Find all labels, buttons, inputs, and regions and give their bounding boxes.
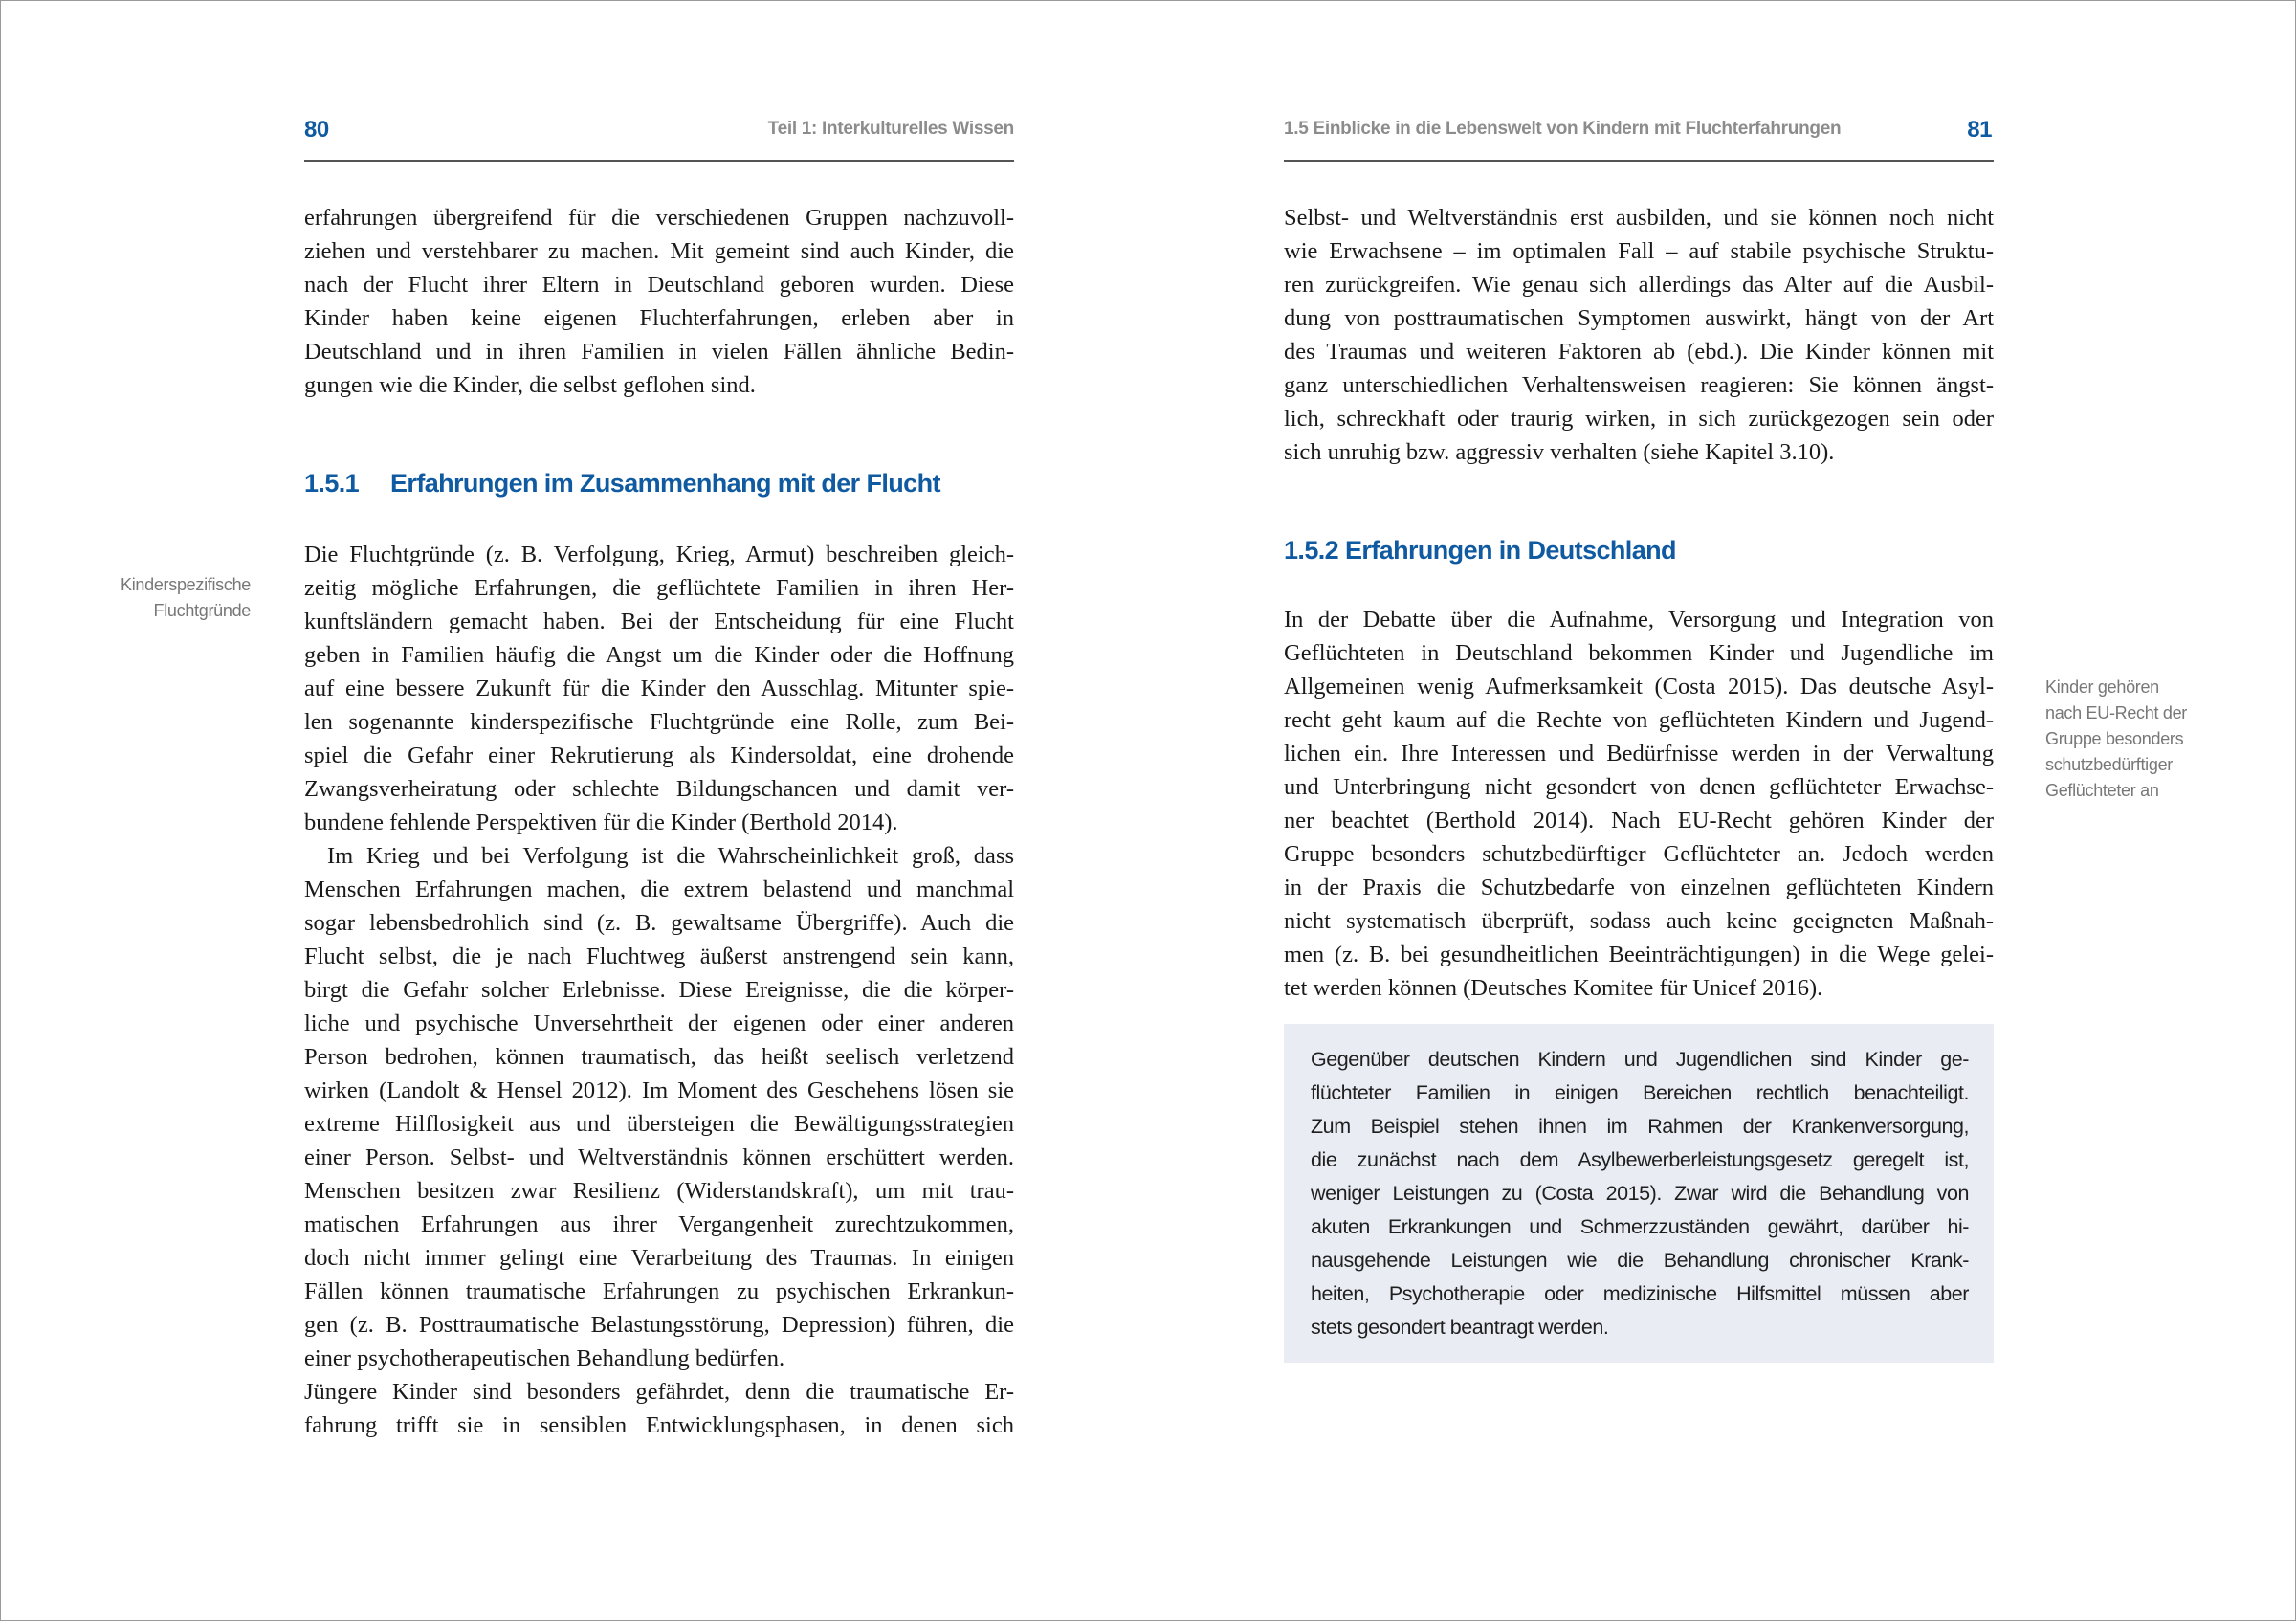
paragraph-1-5-1-c bbox=[304, 1375, 1014, 1442]
section-number: 1.5.1 bbox=[304, 469, 360, 498]
text-line: Zwangsverheiratung oder schlechte Bildungschancen und damit ver- bbox=[304, 776, 1014, 802]
text-line: doch nicht immer gelingt eine Verarbeitung des Traumas. In einigen bbox=[304, 1245, 1014, 1271]
text-line: gen (z. B. Posttraumatische Belastungsstörung, Depression) führen, die bbox=[304, 1312, 1014, 1338]
text-line: Gegenüber deutschen Kindern und Jugendlichen sind Kinder ge- bbox=[1311, 1048, 1969, 1071]
text-line: weniger Leistungen zu (Costa 2015). Zwar wird die Behandlung von bbox=[1311, 1182, 1969, 1205]
page-number-right: 81 bbox=[1967, 117, 1992, 143]
section-number: 1.5.2 bbox=[1284, 536, 1339, 565]
text-line: lichen ein. Ihre Interessen und Bedürfnisse werden in der Verwaltung bbox=[1284, 741, 1994, 766]
text-line: einer Person. Selbst- und Weltverständnis können erschüttert werden. bbox=[304, 1144, 1014, 1170]
text-line: wie Erwachsene – im optimalen Fall – auf stabile psychische Struktu- bbox=[1284, 238, 1994, 264]
info-box-text bbox=[1311, 1043, 1969, 1344]
text-line: Gruppe besonders schutzbedürftiger Geflüchteter an. Jedoch werden bbox=[1284, 841, 1994, 867]
margin-note-line: nach EU-Recht der bbox=[2045, 703, 2187, 722]
text-line: einer psychotherapeutischen Behandlung bedürfen. bbox=[304, 1345, 785, 1371]
text-line: fahrung trifft sie in sensiblen Entwicklungsphasen, in denen sich bbox=[304, 1412, 1014, 1438]
text-line: ganz unterschiedlichen Verhaltensweisen reagieren: Sie können ängst- bbox=[1284, 372, 1994, 398]
text-line: stets gesondert beantragt werden. bbox=[1311, 1316, 1609, 1339]
text-line: len sogenannte kinderspezifische Fluchtgründe eine Rolle, zum Bei- bbox=[304, 709, 1014, 735]
text-line: erfahrungen übergreifend für die verschiedenen Gruppen nachzuvoll- bbox=[304, 205, 1014, 231]
margin-note-line: Kinder gehören bbox=[2045, 677, 2159, 697]
margin-note-line: Geflüchteter an bbox=[2045, 781, 2159, 800]
text-line: Zum Beispiel stehen ihnen im Rahmen der Krankenversorgung, bbox=[1311, 1115, 1969, 1138]
text-line: lich, schreckhaft oder traurig wirken, in sich zurückgezogen sein oder bbox=[1284, 406, 1994, 432]
text-line: geben in Familien häufig die Angst um die Kinder oder die Hoffnung bbox=[304, 642, 1014, 668]
text-line: Kinder haben keine eigenen Fluchterfahrungen, erleben aber in bbox=[304, 305, 1014, 331]
text-line: und Unterbringung nicht gesondert von denen geflüchteter Erwachse- bbox=[1284, 774, 1994, 800]
text-line: nach der Flucht ihrer Eltern in Deutschland geboren wurden. Diese bbox=[304, 272, 1014, 298]
margin-note-left bbox=[121, 572, 251, 624]
text-line: Im Krieg und bei Verfolgung ist die Wahrscheinlichkeit groß, dass bbox=[327, 843, 1014, 869]
text-line: Die Fluchtgründe (z. B. Verfolgung, Krieg, Armut) beschreiben gleich- bbox=[304, 542, 1014, 567]
text-line: akuten Erkrankungen und Schmerzzuständen gewährt, darüber hi- bbox=[1311, 1215, 1969, 1238]
text-line: Deutschland und in ihren Familien in vielen Fällen ähnliche Bedin- bbox=[304, 339, 1014, 365]
margin-note-line: Fluchtgründe bbox=[153, 601, 251, 620]
text-line: extreme Hilflosigkeit aus und übersteigen die Bewältigungsstrategien bbox=[304, 1111, 1014, 1137]
text-line: nicht systematisch überprüft, sodass auch keine geeigneten Maßnah- bbox=[1284, 908, 1994, 934]
text-line: Jüngere Kinder sind besonders gefährdet, denn die traumatische Er- bbox=[304, 1379, 1014, 1405]
text-line: sogar lebensbedrohlich sind (z. B. gewaltsame Übergriffe). Auch die bbox=[304, 910, 1014, 936]
margin-note-line: Kinderspezifische bbox=[121, 575, 251, 594]
section-heading-1-5-2 bbox=[1284, 536, 1676, 566]
paragraph-1-5-1-a bbox=[304, 538, 1014, 839]
text-line: Flucht selbst, die je nach Fluchtweg äußerst anstrengend sein kann, bbox=[304, 944, 1014, 969]
text-line: ner beachtet (Berthold 2014). Nach EU-Recht gehören Kinder der bbox=[1284, 808, 1994, 833]
text-line: kunftsländern gemacht haben. Bei der Entscheidung für eine Flucht bbox=[304, 609, 1014, 634]
text-line: flüchteter Familien in einigen Bereichen rechtlich benachteiligt. bbox=[1311, 1081, 1969, 1104]
header-rule-left bbox=[304, 160, 1014, 162]
continued-paragraph bbox=[1284, 201, 1994, 469]
text-line: Selbst- und Weltverständnis erst ausbilden, und sie können noch nicht bbox=[1284, 205, 1994, 231]
page-number-left: 80 bbox=[304, 117, 329, 143]
text-line: recht geht kaum auf die Rechte von geflüchteten Kindern und Jugend- bbox=[1284, 707, 1994, 733]
text-line: bundene fehlende Perspektiven für die Kinder (Berthold 2014). bbox=[304, 810, 898, 835]
text-line: sich unruhig bzw. aggressiv verhalten (siehe Kapitel 3.10). bbox=[1284, 439, 1835, 465]
text-line: nausgehende Leistungen wie die Behandlung chronischer Krank- bbox=[1311, 1249, 1969, 1272]
margin-note-line: schutzbedürftiger bbox=[2045, 755, 2173, 774]
text-line: birgt die Gefahr solcher Erlebnisse. Diese Ereignisse, die die körper- bbox=[304, 977, 1014, 1003]
text-line: Person bedrohen, können traumatisch, das heißt seelisch verletzend bbox=[304, 1044, 1014, 1070]
section-heading-1-5-1 bbox=[304, 469, 940, 499]
section-title: Erfahrungen im Zusammenhang mit der Flucht bbox=[390, 469, 940, 498]
text-line: ziehen und verstehbarer zu machen. Mit gemeint sind auch Kinder, die bbox=[304, 238, 1014, 264]
text-line: men (z. B. bei gesundheitlichen Beeinträchtigungen) in die Wege gelei- bbox=[1284, 942, 1994, 967]
running-head-left: Teil 1: Interkulturelles Wissen bbox=[767, 119, 1014, 139]
text-line: gungen wie die Kinder, die selbst geflohen sind. bbox=[304, 372, 756, 398]
text-line: matischen Erfahrungen aus ihrer Vergangenheit zurechtzukommen, bbox=[304, 1211, 1014, 1237]
paragraph-1-5-2 bbox=[1284, 603, 1994, 1005]
margin-note-line: Gruppe besonders bbox=[2045, 729, 2184, 748]
text-line: In der Debatte über die Aufnahme, Versorgung und Integration von bbox=[1284, 607, 1994, 633]
text-line: in der Praxis die Schutzbedarfe von einzelnen geflüchteten Kindern bbox=[1284, 875, 1994, 900]
text-line: tet werden können (Deutsches Komitee für Unicef 2016). bbox=[1284, 975, 1823, 1001]
text-line: Fällen können traumatische Erfahrungen zu psychischen Erkrankun- bbox=[304, 1278, 1014, 1304]
text-line: Menschen besitzen zwar Resilienz (Widerstandskraft), um mit trau- bbox=[304, 1178, 1014, 1204]
text-line: ren zurückgreifen. Wie genau sich allerdings das Alter auf die Ausbil- bbox=[1284, 272, 1994, 298]
text-line: zeitig mögliche Erfahrungen, die geflüchtete Familien in ihren Her- bbox=[304, 575, 1014, 601]
text-line: dung von posttraumatischen Symptomen auswirkt, hängt von der Art bbox=[1284, 305, 1994, 331]
text-line: Allgemeinen wenig Aufmerksamkeit (Costa 2015). Das deutsche Asyl- bbox=[1284, 674, 1994, 699]
info-box bbox=[1284, 1024, 1994, 1363]
text-line: heiten, Psychotherapie oder medizinische Hilfsmittel müssen aber bbox=[1311, 1282, 1969, 1305]
text-line: die zunächst nach dem Asylbewerberleistungsgesetz geregelt ist, bbox=[1311, 1148, 1969, 1171]
text-line: wirken (Landolt & Hensel 2012). Im Moment des Geschehens lösen sie bbox=[304, 1077, 1014, 1103]
text-line: des Traumas und weiteren Faktoren ab (ebd.). Die Kinder können mit bbox=[1284, 339, 1994, 365]
running-head-right: 1.5 Einblicke in die Lebenswelt von Kindern mit Fluchterfahrungen bbox=[1284, 119, 1842, 139]
text-line: Geflüchteten in Deutschland bekommen Kinder und Jugendliche im bbox=[1284, 640, 1994, 666]
header-rule-right bbox=[1284, 160, 1994, 162]
intro-paragraph bbox=[304, 201, 1014, 402]
text-line: Menschen Erfahrungen machen, die extrem belastend und manchmal bbox=[304, 877, 1014, 902]
margin-note-right bbox=[2045, 675, 2187, 804]
section-title: Erfahrungen in Deutschland bbox=[1344, 536, 1676, 565]
text-line: auf eine bessere Zukunft für die Kinder den Ausschlag. Mitunter spie- bbox=[304, 676, 1014, 701]
paragraph-1-5-1-b bbox=[304, 839, 1014, 1375]
text-line: spiel die Gefahr einer Rekrutierung als Kindersoldat, eine drohende bbox=[304, 743, 1014, 768]
text-line: liche und psychische Unversehrtheit der eigenen oder einer anderen bbox=[304, 1010, 1014, 1036]
